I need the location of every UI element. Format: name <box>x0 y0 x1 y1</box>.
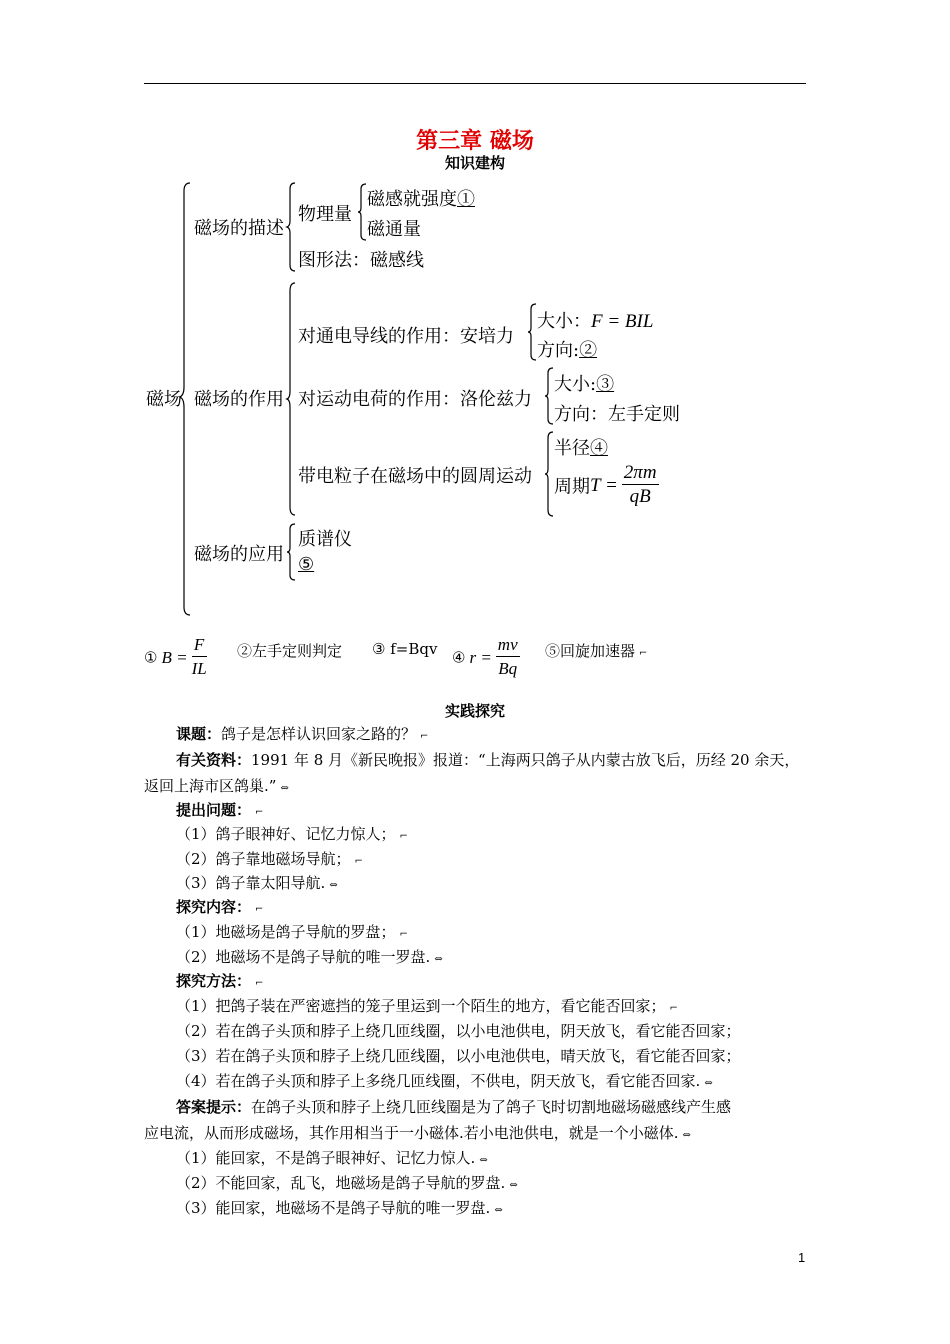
question-label: 提出问题： ⌐ <box>176 801 263 819</box>
chapter-title: 第三章 磁场 <box>416 128 534 154</box>
method-3: （3）若在鸽子头顶和脖子上绕几匝线圈，以小电池供电，晴天放飞，看它能否回家； <box>176 1047 741 1065</box>
tree-dir2: 方向：左手定则 <box>554 404 680 425</box>
tree-b-strength: 磁感就强度① <box>367 189 475 210</box>
answer-3: ③ f=Bqv <box>372 640 438 658</box>
answer-1: ① B = $\frac{F}{IL}$ <box>144 635 207 678</box>
method-label: 探究方法： ⌐ <box>176 972 263 990</box>
result-2: （2）不能回家，乱飞，地磁场是鸽子导航的罗盘. ⇔ <box>176 1174 517 1192</box>
content-1: （1）地磁场是鸽子导航的罗盘； ⌐ <box>176 923 407 941</box>
tree-graph: 图形法：磁感线 <box>298 250 424 271</box>
header-rule <box>144 83 806 84</box>
answer-2: ②左手定则判定 <box>237 642 343 660</box>
brace-desc <box>287 183 297 271</box>
content-2: （2）地磁场不是鸽子导航的唯一罗盘. ⇔ <box>176 948 442 966</box>
method-4: （4）若在鸽子头顶和脖子上多绕几匝线圈，不供电，阴天放飞，看它能否回家. ⇔ <box>176 1072 712 1090</box>
answer-5: ⑤回旋加速器 ⌐ <box>545 642 647 660</box>
tree-circle: 带电粒子在磁场中的圆周运动 <box>298 466 532 487</box>
content-label: 探究内容： ⌐ <box>176 898 263 916</box>
tree-period: 周期T = $\frac{2\pi m}{qB}$ <box>554 462 657 507</box>
method-1: （1）把鸽子装在严密遮挡的笼子里运到一个陌生的地方，看它能否回家； ⌐ <box>176 997 677 1015</box>
topic-line: 课题：鸽子是怎样认识回家之路的？ ⌐ <box>176 725 428 743</box>
result-3: （3）能回家，地磁场不是鸽子导航的唯一罗盘. ⇔ <box>176 1199 502 1217</box>
page-number: 1 <box>798 1250 806 1265</box>
tree-effect: 磁场的作用 <box>194 389 284 410</box>
tree-size2: 大小:③ <box>554 374 615 395</box>
brace-app <box>287 524 297 580</box>
section-subtitle: 知识建构 <box>444 154 505 172</box>
method-2: （2）若在鸽子头顶和脖子上绕几匝线圈，以小电池供电，阴天放飞，看它能否回家； <box>176 1022 741 1040</box>
brace-effect <box>287 283 297 515</box>
tree-dir: 方向:② <box>537 340 598 361</box>
ref-line-1: 有关资料：1991 年 8 月《新民晚报》报道：“上海两只鸽子从内蒙古放飞后，历经 20 余天， <box>176 751 800 769</box>
tree-phys: 物理量 <box>298 204 352 225</box>
practice-heading: 实践探究 <box>444 702 505 720</box>
tree-radius: 半径④ <box>554 438 608 459</box>
result-1: （1）能回家，不是鸽子眼神好、记忆力惊人. ⇔ <box>176 1149 487 1167</box>
tree-root: 磁场 <box>146 389 182 410</box>
answer-hint-2: 应电流，从而形成磁场，其作用相当于一小磁体.若小电池供电，就是一个小磁体. ⇔ <box>144 1124 690 1142</box>
answer-4: ④ r = $\frac{mv}{Bq}$ <box>452 635 518 678</box>
tree-app: 磁场的应用 <box>194 544 284 565</box>
answer-hint-1: 答案提示：在鸽子头顶和脖子上绕几匝线圈是为了鸽子飞时切割地磁场磁感线产生感 <box>176 1098 732 1116</box>
question-3: （3）鸽子靠太阳导航. ⇔ <box>176 874 337 892</box>
tree-flux: 磁通量 <box>367 219 421 240</box>
question-2: （2）鸽子靠地磁场导航； ⌐ <box>176 850 362 868</box>
ref-line-2: 返回上海市区鸽巢.” ⇔ <box>144 777 288 795</box>
question-1: （1）鸽子眼神好、记忆力惊人； ⌐ <box>176 825 407 843</box>
tree-desc: 磁场的描述 <box>194 218 284 239</box>
tree-wire: 对通电导线的作用：安培力 <box>298 326 514 347</box>
tree-spectro: 质谱仪 <box>298 529 352 550</box>
tree-charge: 对运动电荷的作用：洛伦兹力 <box>298 389 532 410</box>
tree-m5: ⑤ <box>298 554 315 575</box>
tree-size: 大小：F = BIL <box>537 311 654 332</box>
